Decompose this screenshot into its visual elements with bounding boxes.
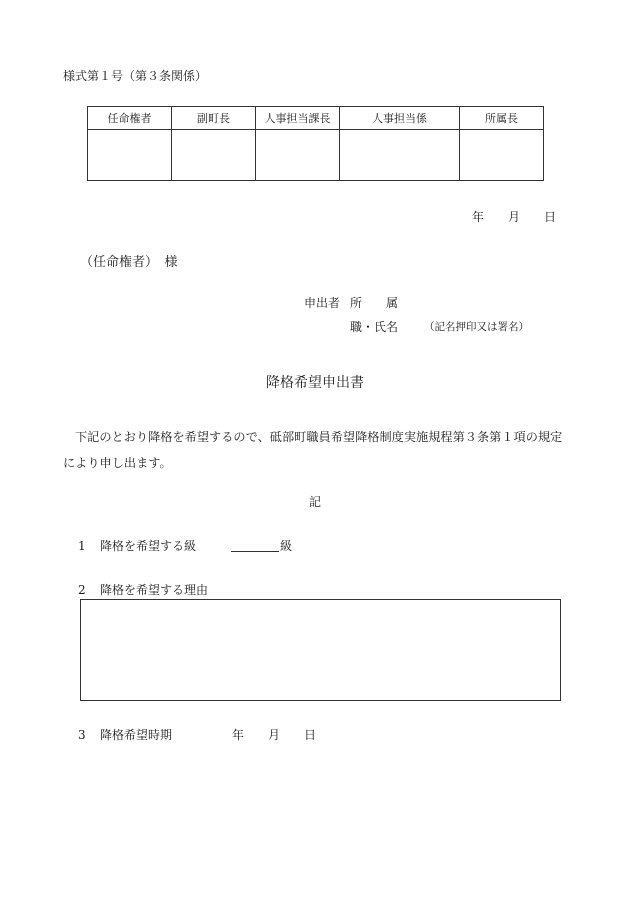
period-year[interactable]: 年 xyxy=(232,728,245,742)
approval-header-hr-section-chief: 人事担当課長 xyxy=(256,107,340,130)
body-text: 下記のとおり降格を希望するので、砥部町職員希望降格制度実施規程第３条第１項の規定により申し出ます。 xyxy=(63,430,563,470)
date-year[interactable]: 年 xyxy=(472,210,485,224)
grade-input-line[interactable] xyxy=(231,537,279,552)
affiliation-label: 所 属 xyxy=(350,296,399,310)
grade-unit: 級 xyxy=(280,539,293,553)
item-reason xyxy=(78,581,208,598)
form-number: 様式第１号（第３条関係） xyxy=(63,69,208,83)
item-number: 1 xyxy=(78,539,86,553)
item-number: 3 xyxy=(78,728,86,742)
ki-heading: 記 xyxy=(308,495,321,509)
approval-stamp-cell[interactable] xyxy=(256,130,340,181)
approval-stamp-cell[interactable] xyxy=(460,130,544,181)
date-month[interactable]: 月 xyxy=(508,210,521,224)
period-day[interactable]: 日 xyxy=(304,728,317,742)
item-reason-label: 降格を希望する理由 xyxy=(100,583,209,597)
item-number: 2 xyxy=(78,583,86,597)
approval-header-department-head: 所属長 xyxy=(460,107,544,130)
seal-note: （記名押印又は署名） xyxy=(424,321,529,333)
reason-text-box[interactable] xyxy=(80,599,561,701)
applicant-label: 申出者 xyxy=(304,296,341,310)
document-title: 降格希望申出書 xyxy=(266,375,364,391)
item-period xyxy=(78,726,172,743)
approval-header-hr-staff: 人事担当係 xyxy=(340,107,460,130)
position-name-label: 職・氏名 xyxy=(350,320,399,334)
item-grade-label: 降格を希望する級 xyxy=(100,539,197,553)
approval-stamp-table xyxy=(87,106,544,181)
approval-header-appointer: 任命権者 xyxy=(88,107,172,130)
approval-stamp-cell[interactable] xyxy=(172,130,256,181)
item-period-label: 降格希望時期 xyxy=(100,728,173,742)
approval-header-deputy-mayor: 副町長 xyxy=(172,107,256,130)
approval-stamp-cell[interactable] xyxy=(340,130,460,181)
addressee: （任命権者） 様 xyxy=(80,255,178,270)
period-month[interactable]: 月 xyxy=(268,728,281,742)
item-grade xyxy=(78,537,196,554)
date-day[interactable]: 日 xyxy=(544,210,557,224)
approval-stamp-cell[interactable] xyxy=(88,130,172,181)
